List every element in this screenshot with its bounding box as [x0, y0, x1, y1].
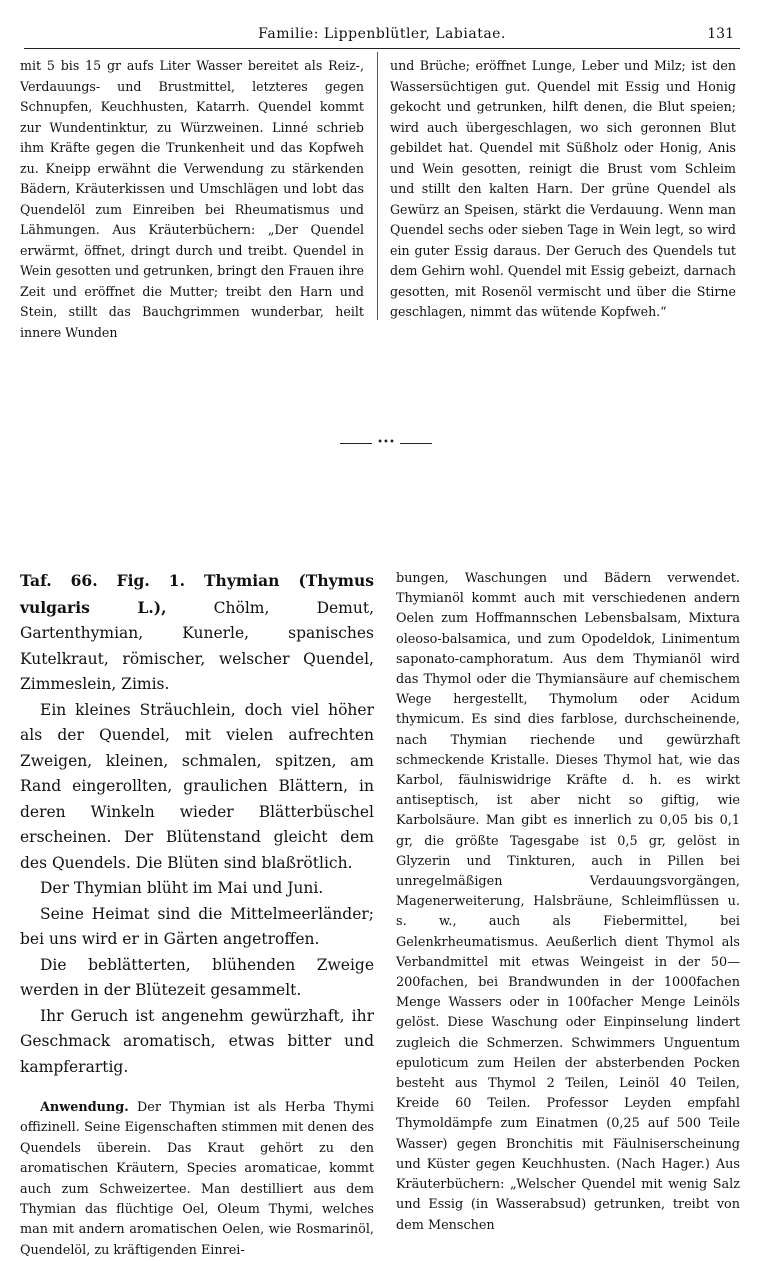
quendel-continuation-left: mit 5 bis 15 gr aufs Liter Wasser bereitet als Reiz-, Verdauungs- und Brustmittel, letzteres gegen Schnupfen, Keuchhusten, Katarrh. Quendel kommt zur Wundentinktur, zu Würzweinen. Linné schrieb ihm Kräfte gegen die Trunkenheit und das Kopfweh zu. Kneipp erwähnt die Verwendung zu stärkenden Bädern, Kräuterkissen und Umschlägen und lobt das Quendelöl zum Einreiben bei Rheumatismus und Lähmungen. Aus Kräuterbüchern: „Der Quendel erwärmt, öffnet, dringt durch und treibt. Quendel in Wein gesotten und getrunken, bringt den Frauen ihre Zeit und eröffnet die Mutter; treibt den Harn und Stein, stillt das Bauchgrimmen wunderbar, heilt innere Wunden	[20, 58, 364, 340]
running-header	[24, 22, 740, 49]
entry-synonyms: Chölm, Demut, Gartenthymian, Kunerle, spanisches Kutelkraut, römischer, welscher Quendel, Zimmeslein, Zimis.	[20, 598, 374, 693]
entry-smell: Ihr Geruch ist angenehm gewürzhaft, ihr Geschmack aromatisch, etwas bitter und kampferartig.	[20, 1006, 374, 1076]
ornament-dots: •••	[377, 437, 395, 448]
quendel-continuation-right: und Brüche; eröffnet Lunge, Leber und Milz; ist den Wassersüchtigen gut. Quendel mit Essig und Honig gekocht und getrunken, hilft denen, die Blut speien; wird auch übergeschlagen, wo sich geronnen Blut gebildet hat. Quendel mit Süßholz oder Honig, Anis und Wein gesotten, reinigt die Brust vom Schleim und stillt den kalten Harn. Der grüne Quendel als Gewürz an Speisen, stärkt die Verdauung. Wenn man Quendel sechs oder sieben Tage in Wein legt, so wird ein guter Essig daraus. Der Geruch des Quendels tut dem Gehirn wohl. Quendel mit Essig gebeizt, darnach gesotten, mit Rosenöl vermischt und über die Stirne geschlagen, nimmt das wütende Kopfweh.“	[390, 58, 736, 319]
ornament-line-right	[400, 443, 432, 444]
section-ornament	[340, 436, 432, 450]
usage-paragraph	[20, 1098, 374, 1261]
column-divider	[377, 52, 378, 320]
entry-description: Ein kleines Sträuchlein, doch viel höher als der Quendel, mit vielen aufrechten Zweigen, kleinen, schmalen, spitzen, am Rand eingerollten, graulichen Blättern, in deren Winkeln wieder Blätterbüschel erscheinen. Der Blütenstand gleicht dem des Quendels. Die Blüten sind blaßrötlich.	[20, 700, 374, 872]
top-left-column	[20, 56, 364, 343]
entry-heading: Taf. 66. Fig. 1. Thymian (Thymus vulgaris L.),	[20, 571, 374, 617]
entry-bloom: Der Thymian blüht im Mai und Juni.	[40, 879, 324, 897]
usage-label: Anwendung.	[40, 1100, 129, 1115]
page-number: 131	[707, 26, 734, 42]
entry-habitat: Seine Heimat sind die Mittelmeerländer; bei uns wird er in Gärten angetroffen.	[20, 904, 374, 948]
header-title: Familie: Lippenblütler, Labiatae.	[258, 26, 506, 42]
thymian-entry-left-column	[20, 568, 374, 1261]
usage-text-left: Der Thymian ist als Herba Thymi offizinell. Seine Eigenschaften stimmen mit denen des Quendels überein. Das Kraut gehört zu den aromatischen Kräutern, Species aromaticae, kommt auch zum Schweizertee. Man destilliert aus dem Thymian das flüchtige Oel, Oleum Thymi, welches man mit andern aromatischen Oelen, wie Rosmarinöl, Quendelöl, zu kräftigenden Einrei-	[20, 1100, 374, 1258]
entry-heading-paragraph	[20, 568, 374, 698]
top-right-column	[390, 56, 736, 323]
entry-harvest: Die beblätterten, blühenden Zweige werden in der Blütezeit gesammelt.	[20, 955, 374, 999]
usage-text-right: bungen, Waschungen und Bädern verwendet. Thymianöl kommt auch mit verschiedenen andern Oelen zum Hoffmannschen Lebensbalsam, Mixtura oleoso-balsamica, und zum Opodeldok, Linimentum saponato-camphoratum. Aus dem Thymianöl wird das Thymol oder die Thymiansäure auf chemischem Wege hergestellt, Thymolum oder Acidum thymicum. Es sind dies farblose, durchscheinende, nach Thymian riechende und gewürzhaft schmeckende Kristalle. Dieses Thymol hat, wie das Karbol, fäulniswidrige Kräfte d. h. es wirkt antiseptisch, ist aber nicht so giftig, wie Karbolsäure. Man gibt es innerlich zu 0,05 bis 0,1 gr, die größte Tagesgabe ist 0,5 gr, gelöst in Glyzerin und Tinkturen, auch in Pillen bei unregelmäßigen Verdauungsvorgängen, Magenerweiterung, Halsbräune, Schleimflüssen u. s. w., auch als Fiebermittel, bei Gelenkrheumatismus. Aeußerlich dient Thymol als Verbandmittel mit etwas Weingeist in der 50—200fachen, bei Brandwunden in der 1000fachen Menge Wassers oder in 100facher Menge Leinöls gelöst. Diese Waschung oder Einpinselung lindert zugleich die Schmerzen. Schwimmers Unguentum epuloticum zum Heilen der absterbenden Pocken besteht aus Thymol 2 Teilen, Leinöl 40 Teilen, Kreide 60 Teilen. Professor Leyden empfahl Thymoldämpfe zum Einatmen (0,25 auf 500 Teile Wasser) gegen Bronchitis mit Fäulniserscheinung und Küster gegen Keuchhusten. (Nach Hager.) Aus Kräuterbüchern: „Welscher Quendel mit wenig Salz und Essig (in Wasserabsud) getrunken, treibt von dem Menschen	[396, 571, 740, 1233]
thymian-entry-right-column	[396, 569, 740, 1236]
ornament-line-left	[340, 443, 372, 444]
